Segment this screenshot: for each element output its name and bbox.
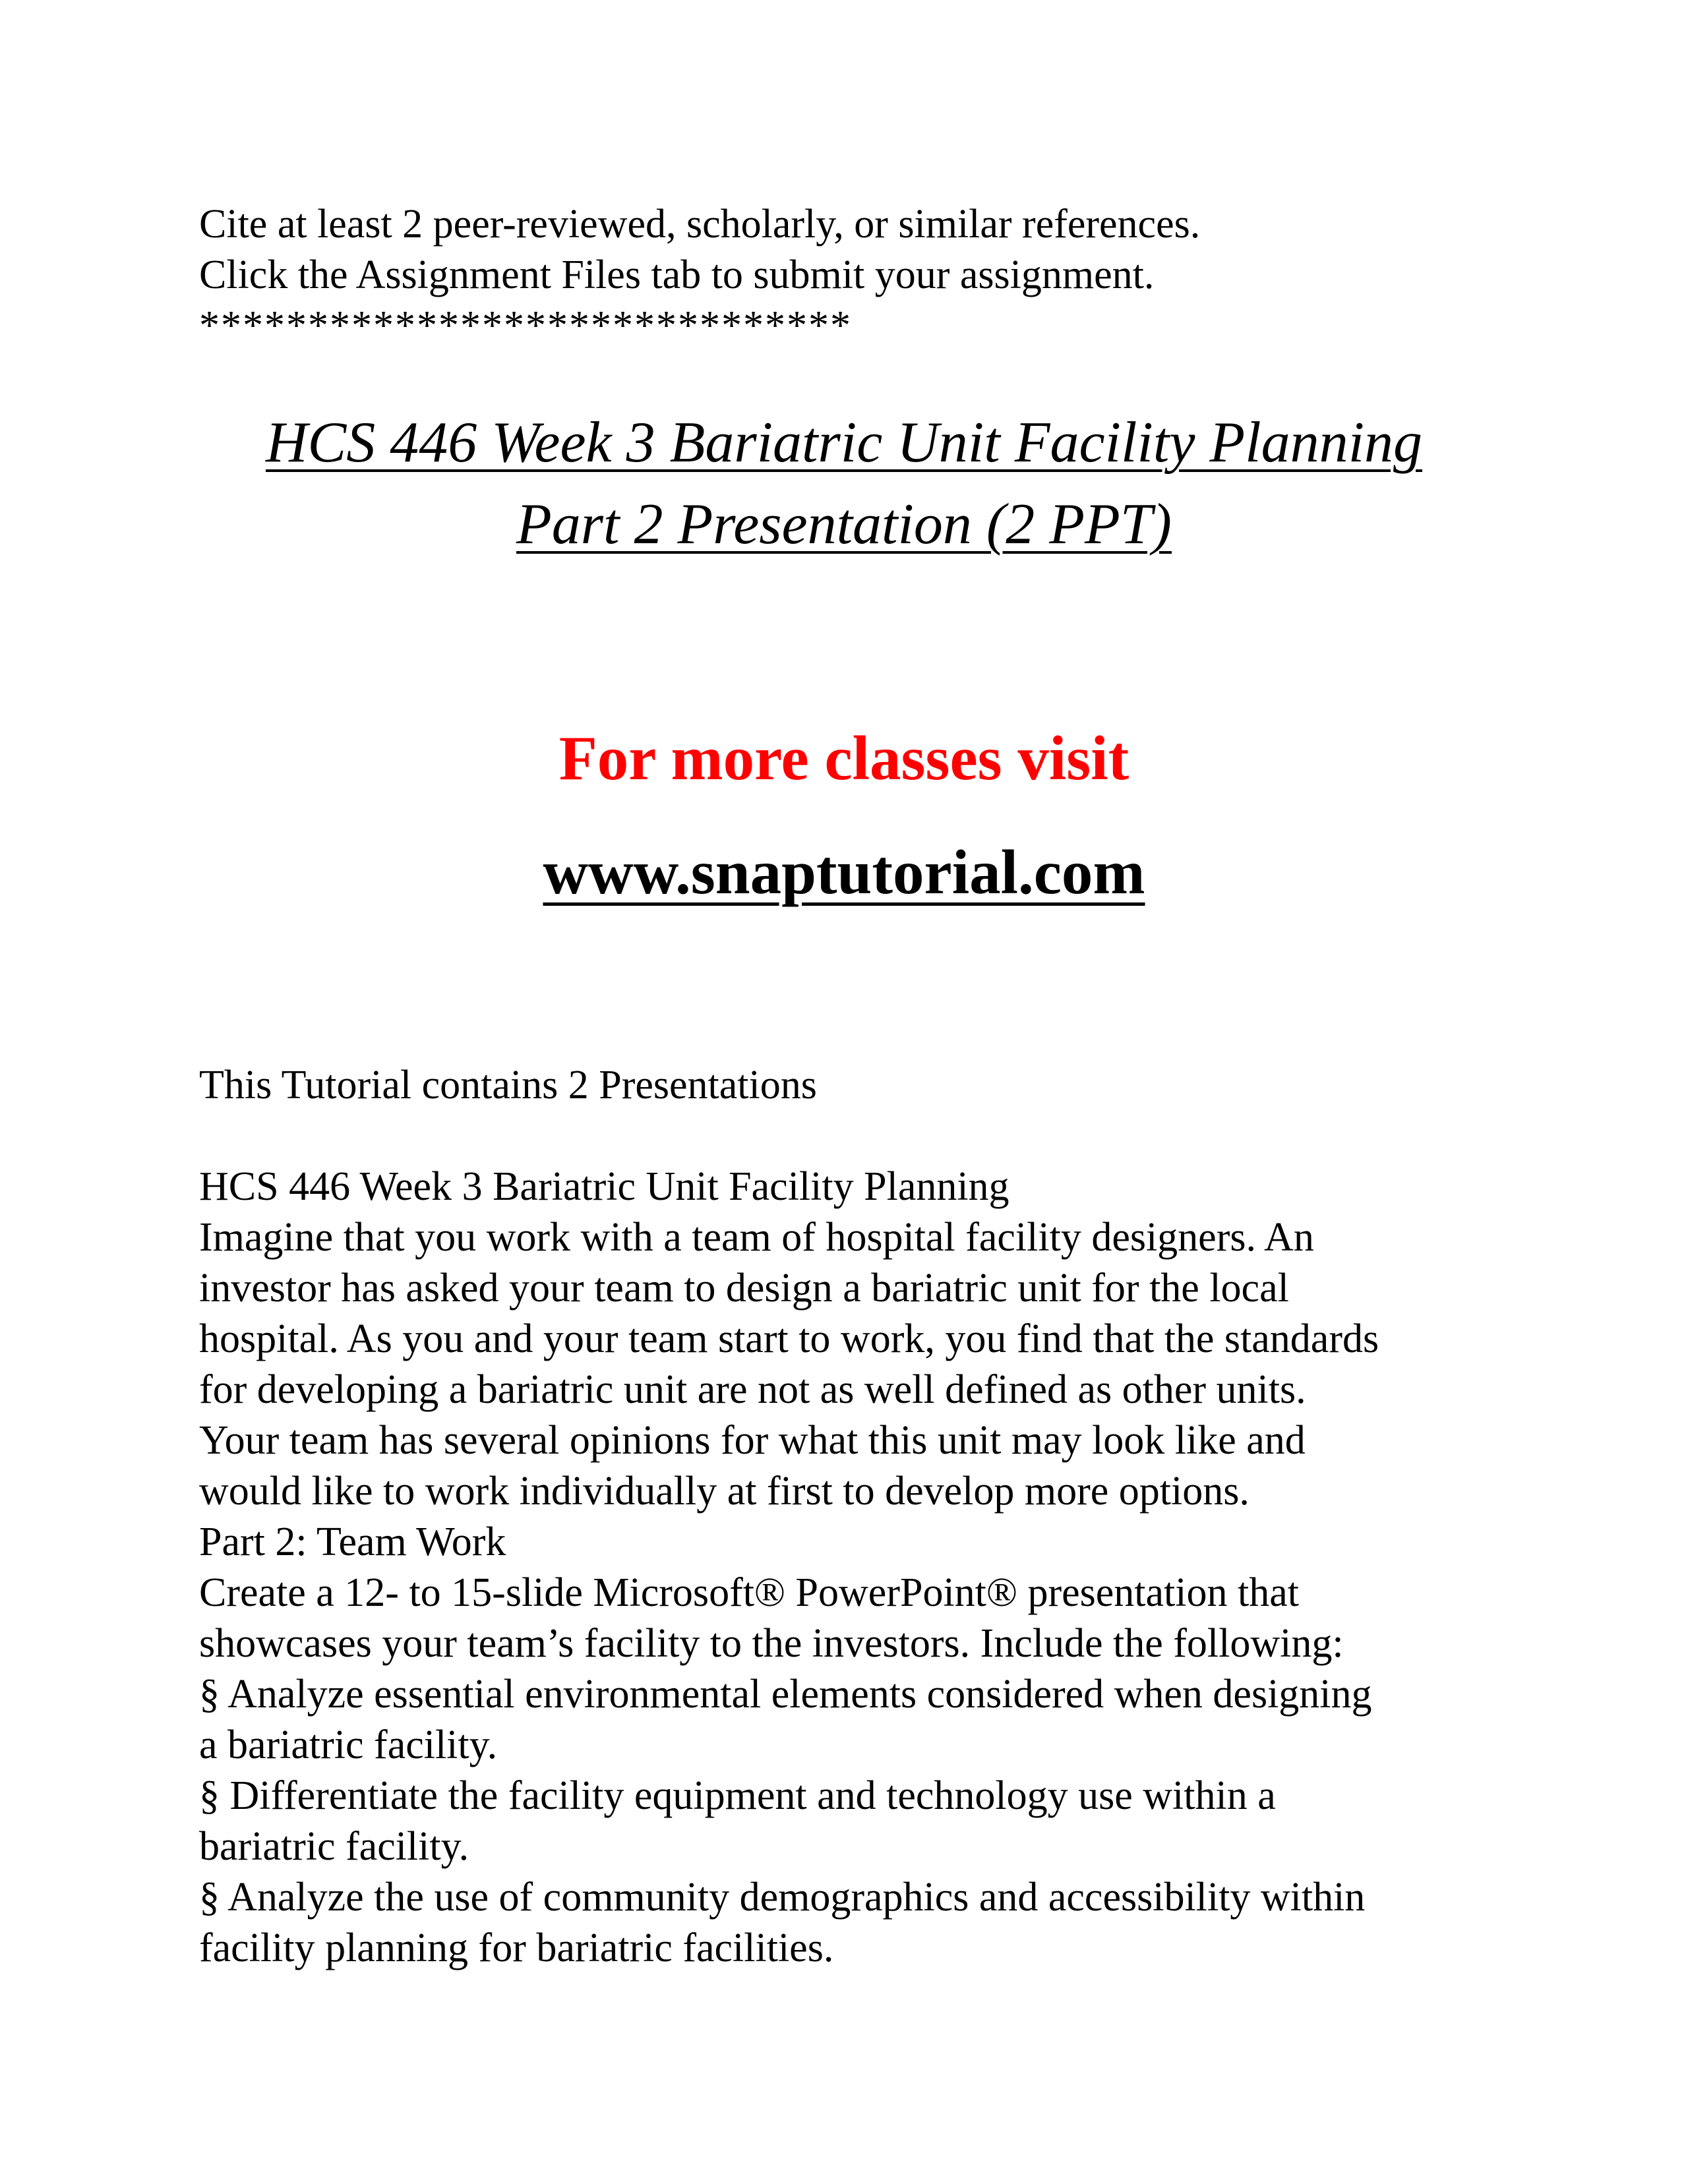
body-line: would like to work individually at first to develop more options. (199, 1469, 1250, 1514)
body-line: facility planning for bariatric facilities. (199, 1926, 834, 1970)
body-line: HCS 446 Week 3 Bariatric Unit Facility Planning (199, 1164, 1010, 1209)
body-line: a bariatric facility. (199, 1723, 498, 1767)
separator-stars: ****************************** (199, 303, 852, 348)
body-line: Imagine that you work with a team of hospital facility designers. An (199, 1215, 1314, 1260)
promo-website-link[interactable]: www.snaptutorial.com (543, 837, 1145, 907)
intro-paragraph (199, 199, 1518, 351)
title-line-2: Part 2 Presentation (2 PPT) (516, 492, 1172, 556)
bullet-line: § Differentiate the facility equipment and technology use within a (199, 1773, 1276, 1818)
body-line: for developing a bariatric unit are not as well defined as other units. (199, 1367, 1306, 1412)
body-line: showcases your team’s facility to the investors. Include the following: (199, 1621, 1344, 1666)
title-line-1: HCS 446 Week 3 Bariatric Unit Facility Planning (265, 411, 1423, 475)
bullet-line: § Analyze essential environmental elements considered when designing (199, 1672, 1372, 1717)
document-title (0, 402, 1688, 566)
body-line: Your team has several opinions for what this unit may look like and (199, 1418, 1306, 1463)
body-line: Create a 12- to 15-slide Microsoft® PowerPoint® presentation that (199, 1570, 1299, 1615)
promo-visit-text: For more classes visit (558, 723, 1130, 793)
assignment-body (199, 1162, 1518, 1974)
bullet-line: § Analyze the use of community demographics and accessibility within (199, 1875, 1366, 1920)
body-line: investor has asked your team to design a bariatric unit for the local (199, 1266, 1289, 1311)
submit-instructions-line: Click the Assignment Files tab to submit your assignment. (199, 252, 1155, 297)
body-line: hospital. As you and your team start to work, you find that the standards (199, 1316, 1379, 1361)
tutorial-note: This Tutorial contains 2 Presentations (199, 1063, 817, 1107)
cite-references-line: Cite at least 2 peer-reviewed, scholarly, or similar references. (199, 202, 1201, 247)
body-line: Part 2: Team Work (199, 1520, 506, 1564)
body-line: bariatric facility. (199, 1824, 469, 1869)
